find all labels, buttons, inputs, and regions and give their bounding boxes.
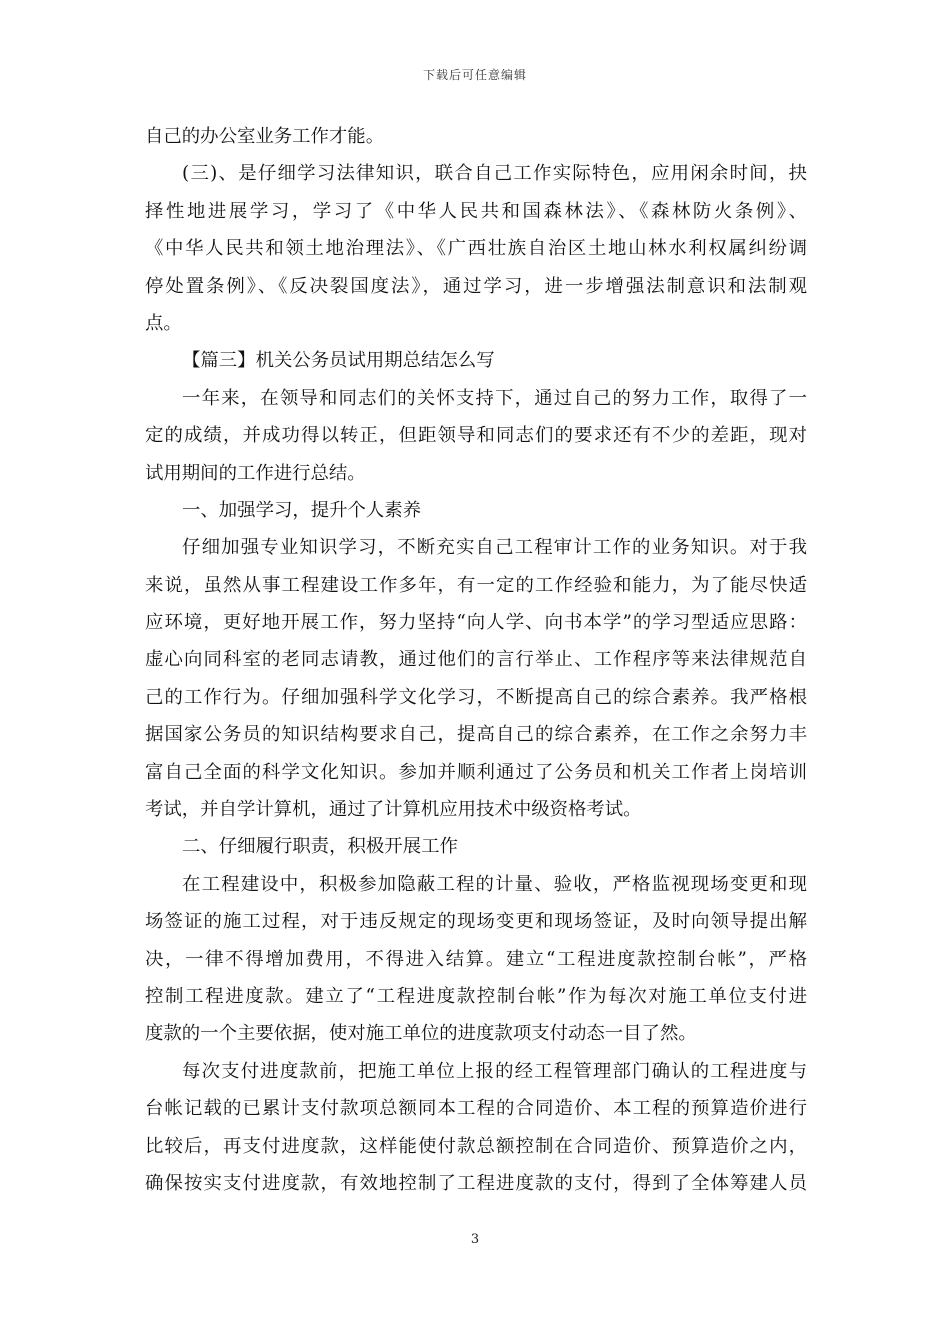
text-line: 己的工作行为。仔细加强科学文化学习，不断提高自己的综合素养。我严格根 (145, 686, 807, 708)
text-line: 自己的办公室业务工作才能。 (145, 126, 385, 147)
text-line: 在工程建设中，积极参加隐蔽工程的计量、验收，严格监视现场变更和现 (182, 873, 807, 895)
text-line: 控制工程进度款。建立了“工程进度款控制台帐”作为每次对施工单位支付进 (145, 985, 807, 1007)
text-line: 点。 (145, 312, 182, 334)
section-heading: 一、加强学习，提升个人素养 (182, 499, 422, 521)
section-heading: 【篇三】机关公务员试用期总结怎么写 (182, 350, 495, 372)
text-line: 每次支付进度款前，把施工单位上报的经工程管理部门确认的工程进度与 (182, 1060, 807, 1082)
document-body (145, 118, 807, 1202)
page-number: 3 (470, 1232, 480, 1247)
text-line: 富自己全面的科学文化知识。参加并顺利通过了公务员和机关工作者上岗培训 (145, 761, 807, 783)
text-line: 考试，并自学计算机，通过了计算机应用技术中级资格考试。 (145, 799, 642, 821)
text-line: 虚心向同科室的老同志请教，通过他们的言行举止、工作程序等来法律规范自 (145, 649, 807, 671)
text-line: 应环境，更好地开展工作，努力坚持“向人学、向书本学”的学习型适应思路： (145, 612, 807, 634)
text-line: 择性地进展学习，学习了《中华人民共和国森林法》、《森林防火条例》、 (145, 200, 807, 222)
text-line: 台帐记载的已累计支付款项总额同本工程的合同造价、本工程的预算造价进行 (145, 1098, 807, 1120)
text-line: 停处置条例》、《反决裂国度法》，通过学习，进一步增强法制意识和法制观 (145, 275, 807, 297)
text-line: (三)、是仔细学习法律知识，联合自己工作实际特色，应用闲余时间，抉 (182, 163, 807, 185)
text-line: 场签证的施工过程，对于违反规定的现场变更和现场签证，及时向领导提出解 (145, 911, 807, 933)
text-line: 定的成绩，并成功得以转正，但距领导和同志们的要求还有不少的差距，现对 (145, 425, 807, 447)
text-line: 一年来，在领导和同志们的关怀支持下，通过自己的努力工作，取得了一 (182, 387, 807, 409)
page-header: 下载后可任意编辑 (422, 68, 527, 82)
text-line: 比较后，再支付进度款，这样能使付款总额控制在合同造价、预算造价之内， (145, 1135, 807, 1157)
text-line: 度款的一个主要依据，使对施工单位的进度款项支付动态一目了然。 (145, 1023, 697, 1045)
section-heading: 二、仔细履行职责，积极开展工作 (182, 836, 458, 858)
text-line: 决，一律不得增加费用，不得进入结算。建立“工程进度款控制台帐”，严格 (145, 948, 807, 970)
text-line: 来说，虽然从事工程建设工作多年，有一定的工作经验和能力，为了能尽快适 (145, 574, 807, 596)
text-line: 仔细加强专业知识学习，不断充实自己工程审计工作的业务知识。对于我 (182, 537, 807, 559)
text-line: 试用期间的工作进行总结。 (145, 462, 366, 484)
text-line: 确保按实支付进度款，有效地控制了工程进度款的支付，得到了全体筹建人员 (145, 1172, 807, 1194)
text-line: 据国家公务员的知识结构要求自己，提高自己的综合素养，在工作之余努力丰 (145, 724, 807, 746)
text-line: 《中华人民共和领土地治理法》、《广西壮族自治区土地山林水利权属纠纷调 (145, 238, 807, 260)
